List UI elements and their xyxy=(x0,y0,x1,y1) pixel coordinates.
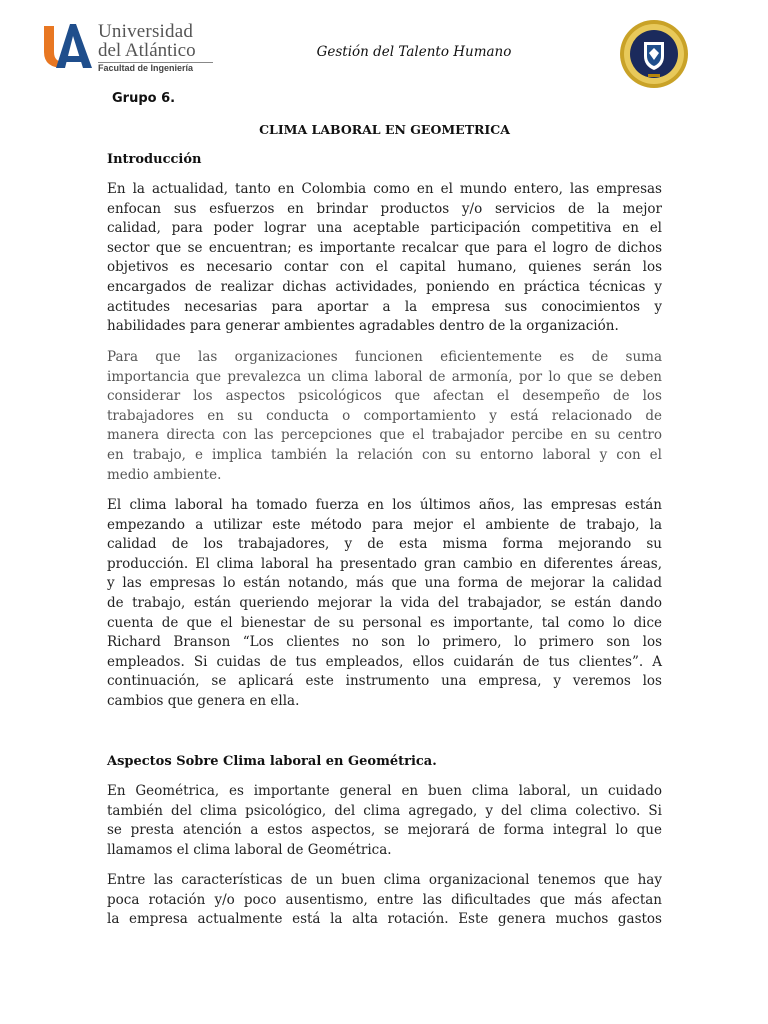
text-line: manera directa con las percepciones que el trabajador percibe en su centro xyxy=(107,427,662,444)
text-line: considerar los aspectos psicológicos que afectan el desempeño de los xyxy=(107,388,662,405)
text-line: continuación, se aplicará este instrumento una empresa, y veremos los xyxy=(107,673,662,690)
text-line: medio ambiente. xyxy=(107,466,222,483)
text-line: llamamos el clima laboral de Geométrica. xyxy=(107,841,392,858)
text-line: El clima laboral ha tomado fuerza en los últimos años, las empresas están xyxy=(107,497,662,513)
page-header xyxy=(0,0,768,90)
text-line: En la actualidad, tanto en Colombia como en el mundo entero, las empresas xyxy=(107,181,662,197)
text-line: importancia que prevalezca un clima laboral de armonía, por lo que se deben xyxy=(107,368,662,385)
text-line: En Geométrica, es importante general en buen clima laboral, un cuidado xyxy=(107,783,662,799)
text-line: sector que se encuentran; es importante recalcar que para el logro de dichos xyxy=(107,239,662,256)
text-line: y las empresas lo están notando, más que una forma de mejorar la calidad xyxy=(107,575,662,592)
section-heading-aspectos: Aspectos Sobre Clima laboral en Geométrica. xyxy=(107,754,437,769)
text-line: encargados de realizar dichas actividades, poniendo en práctica técnicas y xyxy=(107,278,662,295)
text-line: enfocan sus esfuerzos en brindar productos y/o servicios de la mejor xyxy=(107,200,662,217)
logo-faculty: Facultad de Ingeniería xyxy=(98,62,213,73)
text-line: se presta atención a estos aspectos, se mejorará de forma integral lo que xyxy=(107,822,662,839)
logo-line-2: del Atlántico xyxy=(98,40,196,61)
document-title: CLIMA LABORAL EN GEOMETRICA xyxy=(259,122,510,137)
text-line: también del clima psicológico, del clima agregado, y del clima colectivo. Si xyxy=(107,802,662,819)
text-line: trabajadores en su conducta o comportamiento y está relacionado de xyxy=(107,407,662,424)
text-line: calidad, para poder lograr una aceptable participación competitiva en el xyxy=(107,220,662,237)
header-title: Gestión del Talento Humano xyxy=(316,44,512,60)
text-line: empleados. Si cuidas de tus empleados, ellos cuidarán de tus clientes”. A xyxy=(107,653,662,670)
text-line: habilidades para generar ambientes agradables dentro de la organización. xyxy=(107,318,619,335)
paragraph-aspectos-2 xyxy=(107,871,662,930)
text-line: empezando a utilizar este método para mejor el ambiente de trabajo, la xyxy=(107,516,662,533)
text-line: en trabajo, e implica también la relación con su entorno laboral y con el xyxy=(107,446,662,463)
group-label: Grupo 6. xyxy=(112,91,176,106)
text-line: de trabajo, están queriendo mejorar la vida del trabajador, se están dando xyxy=(107,594,662,611)
text-line: cuenta de que el bienestar de su personal es importante, tal como lo dice xyxy=(107,614,662,631)
text-line: Para que las organizaciones funcionen eficientemente es de suma xyxy=(107,349,662,365)
paragraph-intro-3 xyxy=(107,496,662,712)
accreditation-seal-icon xyxy=(618,18,690,90)
text-line: Richard Branson “Los clientes no son lo primero, lo primero son los xyxy=(107,634,662,651)
logo-line-1: Universidad xyxy=(98,21,194,42)
text-line: actitudes necesarias para aportar a la empresa sus conocimientos y xyxy=(107,298,662,315)
text-line: Entre las características de un buen clima organizacional tenemos que hay xyxy=(107,872,662,888)
text-line: objetivos es necesario contar con el capital humano, quienes serán los xyxy=(107,259,662,276)
text-line: cambios que genera en ella. xyxy=(107,692,300,709)
text-line: la empresa actualmente está la alta rotación. Este genera muchos gastos xyxy=(107,911,662,928)
text-line: poca rotación y/o poco ausentismo, entre las dificultades que más afectan xyxy=(107,891,662,908)
text-line: calidad de los trabajadores, y de esta misma forma mejorando su xyxy=(107,536,662,553)
paragraph-intro-1 xyxy=(107,180,662,337)
paragraph-intro-2 xyxy=(107,348,662,485)
text-line: producción. El clima laboral ha presentado gran cambio en diferentes áreas, xyxy=(107,555,662,572)
section-heading-introduction: Introducción xyxy=(107,152,202,167)
paragraph-aspectos-1 xyxy=(107,782,662,860)
